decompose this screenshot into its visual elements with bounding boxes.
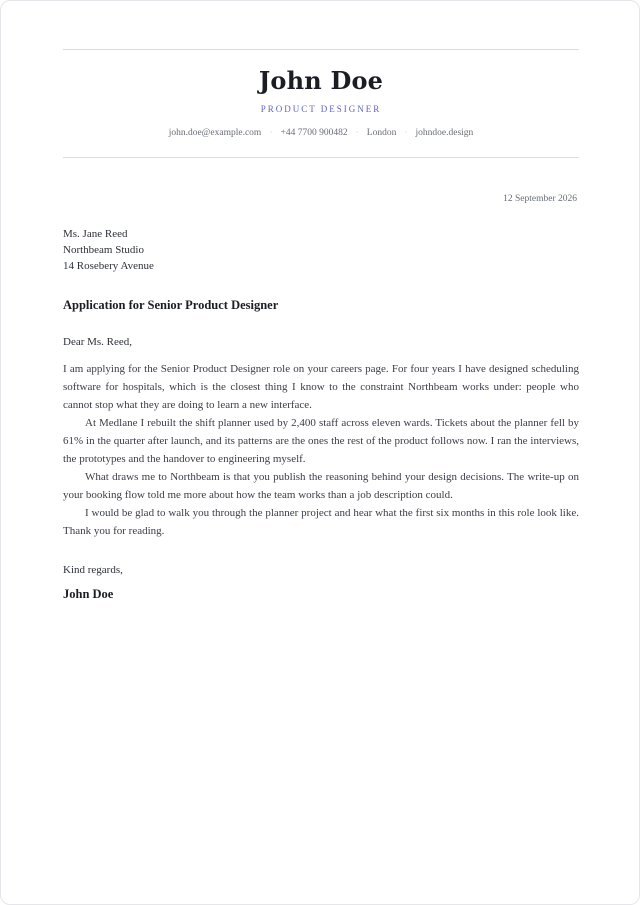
body-paragraph: I would be glad to walk you through the planner project and hear what the first six months in this role look like. Thank you for reading. [63,507,579,537]
body-paragraph: I am applying for the Senior Product Designer role on your careers page. For four years I have designed scheduling software for hospitals, which is the closest thing I know to the constraint Northbeam works under: people who cannot stop what they are doing to learn a new interface. [63,363,579,411]
phone-link[interactable]: +44 7700 900482 [280,128,348,138]
separator-dot: · [355,128,359,138]
header-bottom-divider [63,157,579,158]
header-top-divider [63,49,579,50]
separator-dot: · [404,128,408,138]
separator-dot: · [269,128,273,138]
closing: Kind regards, [63,564,123,576]
body-paragraph: At Medlane I rebuilt the shift planner used by 2,400 staff across eleven wards. Tickets about the planner fell by 61% in the quarter after launch, and its patterns are the ones the rest of the product follows now. I ran the interviews, the prototypes and the handover to engineering myself. [63,417,579,465]
recipient-name: Ms. Jane Reed [63,228,128,240]
contact-line [63,127,579,139]
website-link[interactable]: johndoe.design [415,128,474,138]
body-paragraph: What draws me to Northbeam is that you publish the reasoning behind your design decisions. The write-up on your booking flow told me more about how the team works than a job description could. [63,471,579,501]
letter-subject: Application for Senior Product Designer [63,298,279,312]
email-link[interactable]: john.doe@example.com [168,128,262,138]
location-text: London [366,128,397,138]
applicant-role: PRODUCT DESIGNER [260,104,382,114]
letter-body [63,360,579,540]
signature: John Doe [63,587,114,601]
recipient-block [63,226,154,274]
recipient-address: 14 Rosebery Avenue [63,260,154,272]
salutation: Dear Ms. Reed, [63,336,133,348]
applicant-name: John Doe [258,66,384,95]
letter-date: 12 September 2026 [503,194,577,204]
recipient-company: Northbeam Studio [63,244,144,256]
